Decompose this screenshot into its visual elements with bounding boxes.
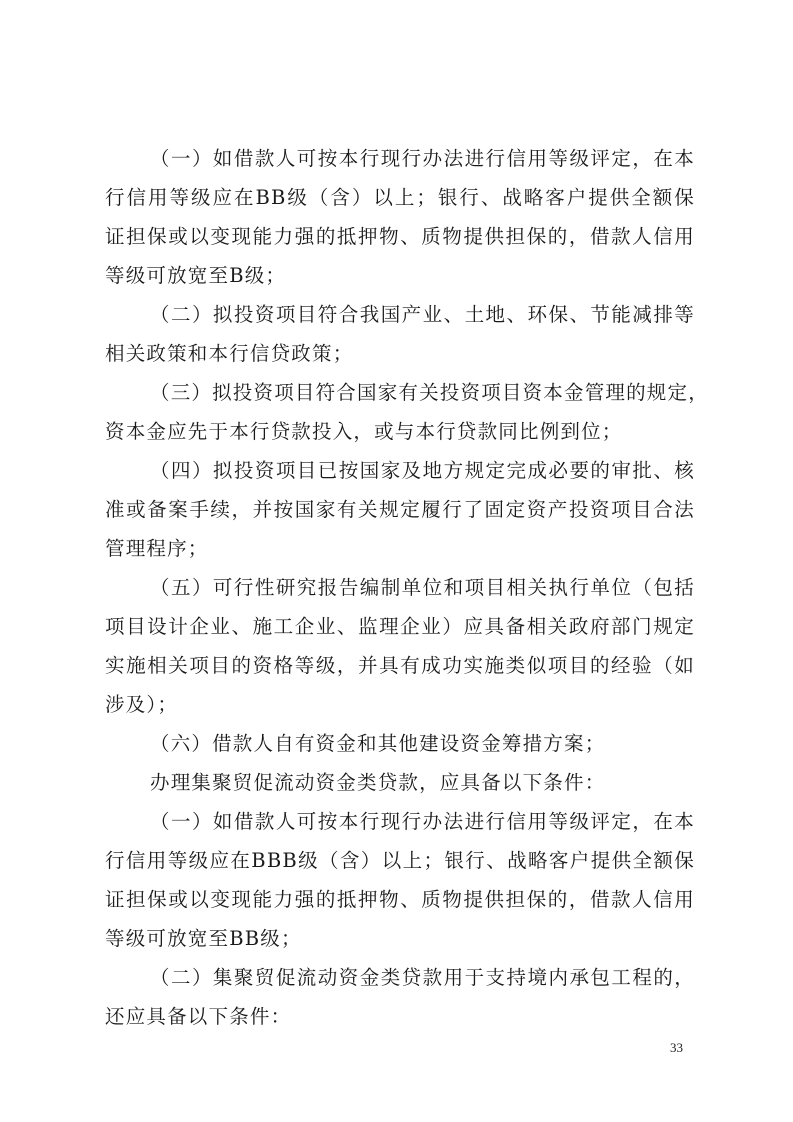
paragraph-line: （六）借款人自有资金和其他建设资金筹措方案；: [150, 732, 606, 755]
paragraph-line: 相关政策和本行信贷政策；: [105, 342, 354, 365]
paragraph-line: 办理集聚贸促流动资金类贷款，应具备以下条件：: [150, 771, 606, 794]
paragraph-line: （三）拟投资项目符合国家有关投资项目资本金管理的规定，: [150, 381, 709, 404]
paragraph-line: （二）集聚贸促流动资金类贷款用于支持境内承包工程的，: [150, 966, 695, 989]
paragraph-line: 准或备案手续，并按国家有关规定履行了固定资产投资项目合法: [105, 498, 695, 521]
paragraph-line: （二）拟投资项目符合我国产业、土地、环保、节能减排等: [150, 303, 695, 326]
paragraph-line: 项目设计企业、施工企业、监理企业）应具备相关政府部门规定: [105, 615, 695, 638]
paragraph-line: （一）如借款人可按本行现行办法进行信用等级评定，在本: [150, 147, 695, 170]
paragraph-line: 证担保或以变现能力强的抵押物、质物提供担保的，借款人信用: [105, 225, 695, 248]
paragraph-line: 等级可放宽至BB级；: [105, 927, 302, 950]
paragraph-line: 行信用等级应在BB级（含）以上；银行、战略客户提供全额保: [105, 186, 695, 209]
paragraph-line: 实施相关项目的资格等级，并具有成功实施类似项目的经验（如: [105, 654, 695, 677]
body-text: [105, 139, 709, 1036]
paragraph-line: 管理程序；: [105, 537, 209, 560]
paragraph-line: （四）拟投资项目已按国家及地方规定完成必要的审批、核: [150, 459, 695, 482]
paragraph-line: 证担保或以变现能力强的抵押物、质物提供担保的，借款人信用: [105, 888, 695, 911]
paragraph-line: 行信用等级应在BBB级（含）以上；银行、战略客户提供全额保: [105, 849, 695, 872]
paragraph-line: （一）如借款人可按本行现行办法进行信用等级评定，在本: [150, 810, 695, 833]
page-number: 33: [670, 1040, 683, 1055]
paragraph-line: 等级可放宽至B级；: [105, 264, 287, 287]
paragraph-line: 资本金应先于本行贷款投入，或与本行贷款同比例到位；: [105, 420, 623, 443]
paragraph-line: （五）可行性研究报告编制单位和项目相关执行单位（包括: [150, 576, 695, 599]
paragraph-line: 涉及）；: [105, 693, 179, 716]
paragraph-line: 还应具备以下条件：: [105, 1005, 292, 1028]
